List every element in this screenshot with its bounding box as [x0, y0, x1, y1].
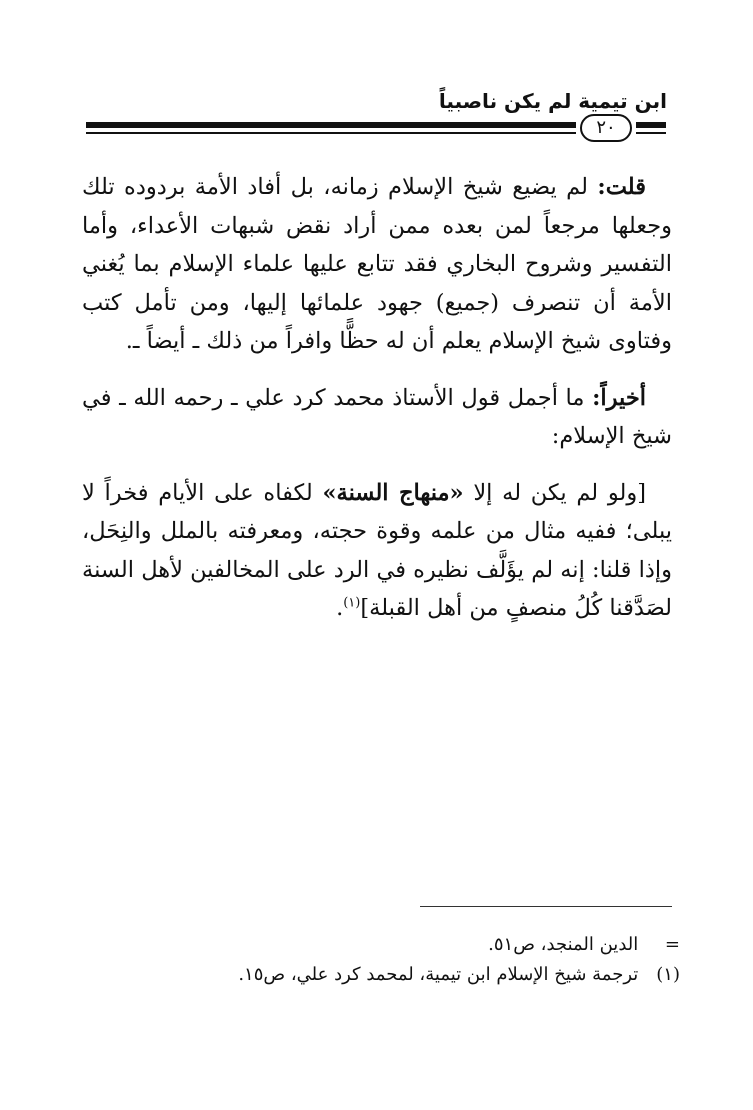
paragraph-1-text: لم يضيع شيخ الإسلام زمانه، بل أفاد الأمة بردوده تلك وجعلها مرجعاً لمن بعده ممن أراد نقض شبهات الأعداء، وأما التفسير وشروح البخاري فقد تتابع عليها علماء الإسلام بما يُغني الأمة أن تنصرف (جميع) جهود علمائها إليها، ومن تأمل كتب وفتاوى شيخ الإسلام يعلم أن له حظًّا وافراً من ذلك ـ أيضاً ـ.: [82, 174, 672, 354]
footnote-continuation-text: الدين المنجد، ص٥١.: [488, 934, 639, 955]
header-rule-thick: [86, 122, 576, 128]
footnotes: [160, 930, 680, 990]
quoted-book-title: «منهاج السنة»: [322, 479, 464, 506]
footnote-continuation-mark: =: [664, 934, 680, 955]
paragraph-2-text: ما أجمل قول الأستاذ محمد كرد علي ـ رحمه الله ـ في شيخ الإسلام:: [82, 384, 672, 449]
footnote-1-text: ترجمة شيخ الإسلام ابن تيمية، لمحمد كرد علي، ص١٥.: [238, 964, 639, 985]
footnote-continuation: [160, 930, 680, 960]
quote-open: [ولو لم يكن له إلا: [463, 479, 646, 506]
header-rule-tail-thin: [636, 132, 666, 134]
header-rule-tail-thick: [636, 122, 666, 128]
footnote-reference: (١): [343, 595, 361, 611]
page-number: ٢٠: [580, 114, 632, 142]
paragraph-2-lead: أخيراً:: [592, 384, 646, 411]
footnote-1: [160, 960, 680, 990]
quote-text: لكفاه على الأيام فخراً لا يبلى؛ ففيه مثال من علمه وقوة حجته، ومعرفته بالملل والنِحَل، وإذا قلنا: إنه لم يؤَلَّف نظيره في الرد على المخالفين لأهل السنة لصَدَّقنا كُلُ منصفٍ من أهل القبلة]: [82, 479, 672, 621]
paragraph-1-lead: قلت:: [597, 174, 646, 200]
running-title: ابن تيمية لم يكن ناصبياً: [438, 89, 667, 113]
quote-paragraph: [82, 474, 672, 628]
paragraph-1: [82, 168, 672, 361]
paragraph-2: [82, 379, 672, 456]
footnote-separator: [420, 906, 672, 907]
footnote-1-mark: (١): [656, 964, 680, 985]
header-rule-thin: [86, 132, 576, 134]
quote-end: .: [336, 595, 344, 621]
main-text: [82, 168, 672, 646]
